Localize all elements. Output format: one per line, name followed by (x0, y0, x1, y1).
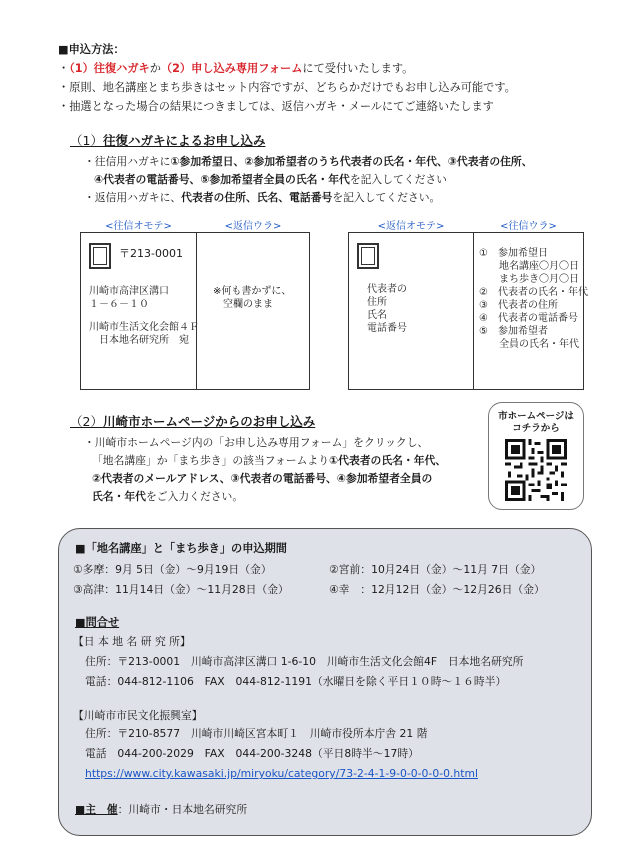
outgoing-front-label: <往信オモテ> (105, 221, 172, 232)
back-item-2: 地名講座〇月〇日 (479, 261, 579, 272)
bullet-mark: ・ (58, 62, 70, 75)
apply-method-line-3: ・抽選となった場合の結果につきましては、返信ハガキ・メールにてご連絡いたします (58, 100, 494, 113)
web-line-3 (84, 470, 490, 488)
back-item-7: ⑤ 参加希望者 (479, 326, 548, 337)
instruction-line-2 (84, 171, 580, 189)
info-panel (58, 528, 592, 836)
host-value: ：川崎市・日本地名研究所 (117, 803, 248, 816)
org1-address: 住所：〒213-0001 川崎市高津区溝口 1-6-10 川崎市生活文化会館4F 日本地名研究所 (85, 655, 524, 668)
instruction-bold: 代表者の住所、氏名、電話番号 (181, 190, 333, 204)
section-title-text: 川崎市ホームページからのお申し込み (102, 414, 316, 429)
web-line-bold: ②代表者のメールアドレス、③代表者の電話番号、④参加希望者全員の (92, 471, 433, 485)
instruction-pre: ・往信用ハガキに (84, 154, 171, 168)
section-number: （2） (70, 414, 103, 429)
web-line-2 (84, 452, 490, 470)
rep-label-2: 住所 (367, 297, 387, 308)
back-item-1: ① 参加希望日 (479, 248, 548, 259)
reply-front (349, 221, 473, 389)
period-takatsu: ③高津：11月14日（金）～11月28日（金） (73, 583, 289, 596)
blank-note-1: ※何も書かずに、 (213, 286, 292, 297)
qr-code-icon[interactable] (505, 439, 567, 501)
address-line-3: 川崎市生活文化会館４Ｆ (89, 322, 199, 333)
conjunction-text: か (149, 62, 161, 75)
form-highlight: （2）申し込み専用フォーム (160, 62, 303, 75)
host-label: ■主 催 (75, 803, 118, 816)
instruction-post: を記入してください (349, 172, 447, 186)
period-saiwai: ④幸 ：12月12日（金）～12月26日（金） (329, 583, 545, 596)
instruction-pre: ・返信用ハガキに、 (84, 190, 182, 204)
back-item-6: ④ 代表者の電話番号 (479, 313, 578, 324)
postcard-instructions (70, 153, 580, 207)
instruction-line-1 (84, 153, 580, 171)
outgoing-back-label: <往信ウラ> (500, 221, 557, 232)
web-line-pre: 「地名講座」か「まち歩き」の該当フォームより (92, 453, 329, 467)
instruction-bold: ④代表者の電話番号、⑤参加希望者全員の氏名・年代 (94, 172, 350, 186)
web-section-title (70, 413, 490, 432)
rep-label-4: 電話番号 (367, 323, 407, 334)
info-url-link[interactable]: https://www.city.kawasaki.jp/miryoku/category/73-2-4-1-9-0-0-0-0-0.html (85, 767, 478, 780)
instruction-bold: ①参加希望日、②参加希望者のうち代表者の氏名・年代、③代表者の住所、 (170, 154, 533, 168)
outgoing-back (473, 221, 588, 389)
org1-name: 【日 本 地 名 研 究 所】 (73, 635, 191, 648)
apply-method-heading: ■申込方法： (58, 43, 125, 56)
org2-phone: 電話 044-200-2029 FAX 044-200-3248（平日8時半～17時） (85, 747, 419, 760)
stamp-icon (89, 243, 111, 269)
org1-phone: 電話：044-812-1106 FAX 044-812-1191（水曜日を除く平日１０時～１６時半） (85, 675, 507, 688)
qr-box[interactable] (488, 402, 584, 510)
org2-name: 【川崎市市民文化振興室】 (73, 709, 203, 722)
address-line-1: 川崎市高津区溝口 (89, 286, 169, 297)
web-line-post: をご入力ください。 (145, 489, 244, 503)
accept-text: にて受付いたします。 (302, 62, 414, 75)
period-tama: ①多摩：9月 5日（金）～9月19日（金） (73, 563, 272, 576)
web-instructions (70, 434, 490, 506)
outgoing-front (81, 221, 199, 389)
period-heading: ■「地名講座」と「まち歩き」の申込期間 (75, 542, 287, 555)
web-line-bold: ①代表者の氏名・年代、 (329, 453, 447, 467)
web-line-4 (84, 488, 490, 506)
apply-method-line-1 (58, 59, 578, 78)
back-item-3: まち歩き〇月〇日 (479, 274, 579, 285)
qr-title-2: コチラから (512, 423, 560, 434)
postcard-section-title (70, 132, 580, 151)
apply-method-section (58, 40, 578, 116)
reply-postcard (348, 221, 588, 390)
stamp-icon (357, 243, 379, 269)
outgoing-postcard (80, 221, 310, 390)
postal-code: 〒213-0001 (119, 247, 183, 260)
address-line-2: １－６－１０ (89, 299, 149, 310)
section-number: （1） (70, 133, 103, 148)
instruction-post: を記入してください。 (332, 190, 441, 204)
rep-label-3: 氏名 (367, 310, 387, 321)
section-title-text: 往復ハガキによるお申し込み (102, 133, 266, 148)
rep-label-1: 代表者の (367, 284, 407, 295)
back-item-5: ③ 代表者の住所 (479, 300, 558, 311)
org2-address: 住所：〒210-8577 川崎市川崎区宮本町１ 川崎市役所本庁舎 21 階 (85, 727, 428, 740)
instruction-line-3 (84, 189, 580, 207)
web-line-1: ・川崎市ホームページ内の「お申し込み専用フォーム」をクリックし、 (84, 435, 429, 449)
web-line-bold: 氏名・年代 (92, 489, 146, 503)
contact-heading: ■問合せ (75, 616, 120, 629)
blank-note-2: 空欄のまま (223, 299, 273, 310)
apply-method-line-2: ・原則、地名講座とまち歩きはセット内容ですが、どちらかだけでもお申し込み可能です。 (58, 81, 516, 94)
web-section (70, 413, 490, 506)
address-line-4: 日本地名研究所 宛 (99, 335, 189, 346)
back-item-8: 全員の氏名・年代 (479, 339, 579, 350)
qr-title-1: 市ホームページは (498, 411, 574, 422)
reply-back (196, 221, 309, 389)
reply-front-label: <返信オモテ> (377, 221, 445, 232)
back-item-4: ② 代表者の氏名・年代 (479, 287, 588, 298)
postcard-highlight: （1）往復ハガキ (69, 62, 150, 75)
reply-back-label: <返信ウラ> (224, 221, 282, 232)
postcard-section (70, 132, 580, 207)
period-miyamae: ②宮前：10月24日（金）～11月 7日（金） (329, 563, 542, 576)
host-line (75, 801, 247, 819)
